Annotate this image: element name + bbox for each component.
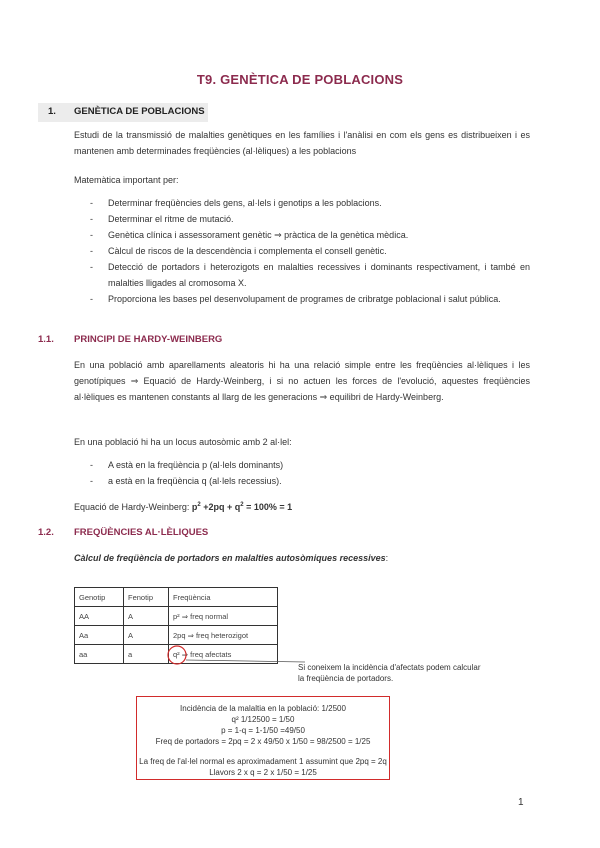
calculation-line: Freq de portadors = 2pq = 2 x 49/50 x 1/50 = 98/2500 = 1/25 [155,737,371,746]
annotation-line [186,660,305,662]
table-header-row [75,588,278,607]
annotation-note: Si coneixem la incidència d'afectats podem calcular la freqüència de portadors. [298,663,481,683]
subsection-number: 1.1. [38,334,54,345]
math-uses-list [90,195,530,307]
table-header-cell: Freqüència [169,588,278,607]
equation-exponent: 2 [197,502,201,508]
equation-label: Equació de Hardy-Weinberg: [74,502,192,512]
equation-end: = 100% = 1 [243,502,293,512]
table-cell: Aa [75,626,124,645]
calculation-line: La freq de l'al·lel normal es aproximadament 1 assumint que 2pq = 2q [139,757,387,766]
calculation-line: Incidència de la malaltia en la població: 1/2500 [180,704,346,713]
calculation-line: Llavors 2 x q = 2 x 1/50 = 1/25 [209,768,317,777]
allele-list [90,457,530,489]
section-heading: GENÈTICA DE POBLACIONS [74,106,205,117]
annotation-circle-arrow [160,640,310,670]
table-cell: A [124,607,169,626]
math-intro-text: Matemàtica important per: [74,175,179,185]
page-title: T9. GENÈTICA DE POBLACIONS [196,72,404,87]
subtitle-colon: : [385,553,389,563]
table-cell: p² ⇒ freq normal [169,607,278,626]
section-number: 1. [48,106,56,117]
list-item: - Detecció de portadors i heterozigots en malalties recessives i dominants respectivament, i també en malalties lligades al cromosoma X. [90,259,530,291]
page-number: 1 [518,797,524,808]
table-header-cell: Fenotip [124,588,169,607]
subsection-heading: PRINCIPI DE HARDY-WEINBERG [74,334,223,345]
hardy-weinberg-equation [74,497,292,515]
list-item: - Genètica clínica i assessorament genètic ⇒ pràctica de la genètica mèdica. [90,227,530,243]
annotation-circle [168,646,186,664]
calculation-line: p = 1-q = 1-1/50 =49/50 [221,726,305,735]
locus-text: En una població hi ha un locus autosòmic amb 2 al·lel: [74,437,292,447]
table-cell: 2pq ⇒ freq heterozigot [169,626,278,645]
list-item: - Proporciona les bases pel desenvolupament de programes de cribratge poblacional i salut pública. [90,291,530,307]
table-row [75,607,278,626]
hardy-weinberg-paragraph: En una població amb aparellaments aleatoris hi ha una relació simple entre les freqüències al·lèliques i les genotípiques ⇒ Equació de Hardy-Weinberg, i si no actuen les forces de l'evolució, aquestes freqüències al·lèliques es mantenen constants al llarg de les generacions ⇒ equilibri de Hardy-Weinberg. [74,360,530,402]
equation-middle: +2pq + q [200,502,241,512]
list-item: - Determinar freqüències dels gens, al·lels i genotips a les poblacions. [90,195,530,211]
carrier-frequency-subtitle [74,550,388,566]
list-item: - Determinar el ritme de mutació. [90,211,530,227]
equation-p: p [191,502,198,512]
list-item: - a està en la freqüència q (al·lels recessius). [90,473,530,489]
calculation-box [136,696,390,780]
table-cell: q² ⇒ freq afectats [169,645,278,664]
section-intro-paragraph: Estudi de la transmissió de malalties genètiques en les famílies i l'anàlisi en com els gens es distribueixen i es mantenen amb determinades freqüències (al·lèliques) a les poblacions [74,130,530,156]
table-cell: aa [75,645,124,664]
table-cell: A [124,626,169,645]
subsection-heading: FREQÜÈNCIES AL·LÈLIQUES [74,527,209,538]
subtitle-text: Càlcul de freqüència de portadors en malalties autosòmiques recessives [74,553,386,563]
table-cell: a [124,645,169,664]
subsection-number: 1.2. [38,527,54,538]
list-item: - A està en la freqüència p (al·lels dominants) [90,457,530,473]
list-item: - Càlcul de riscos de la descendència i complementa el consell genètic. [90,243,530,259]
equation-exponent: 2 [240,502,244,508]
table-cell: AA [75,607,124,626]
table-header-cell: Genotip [75,588,124,607]
calculation-line: q² 1/12500 = 1/50 [231,715,295,724]
